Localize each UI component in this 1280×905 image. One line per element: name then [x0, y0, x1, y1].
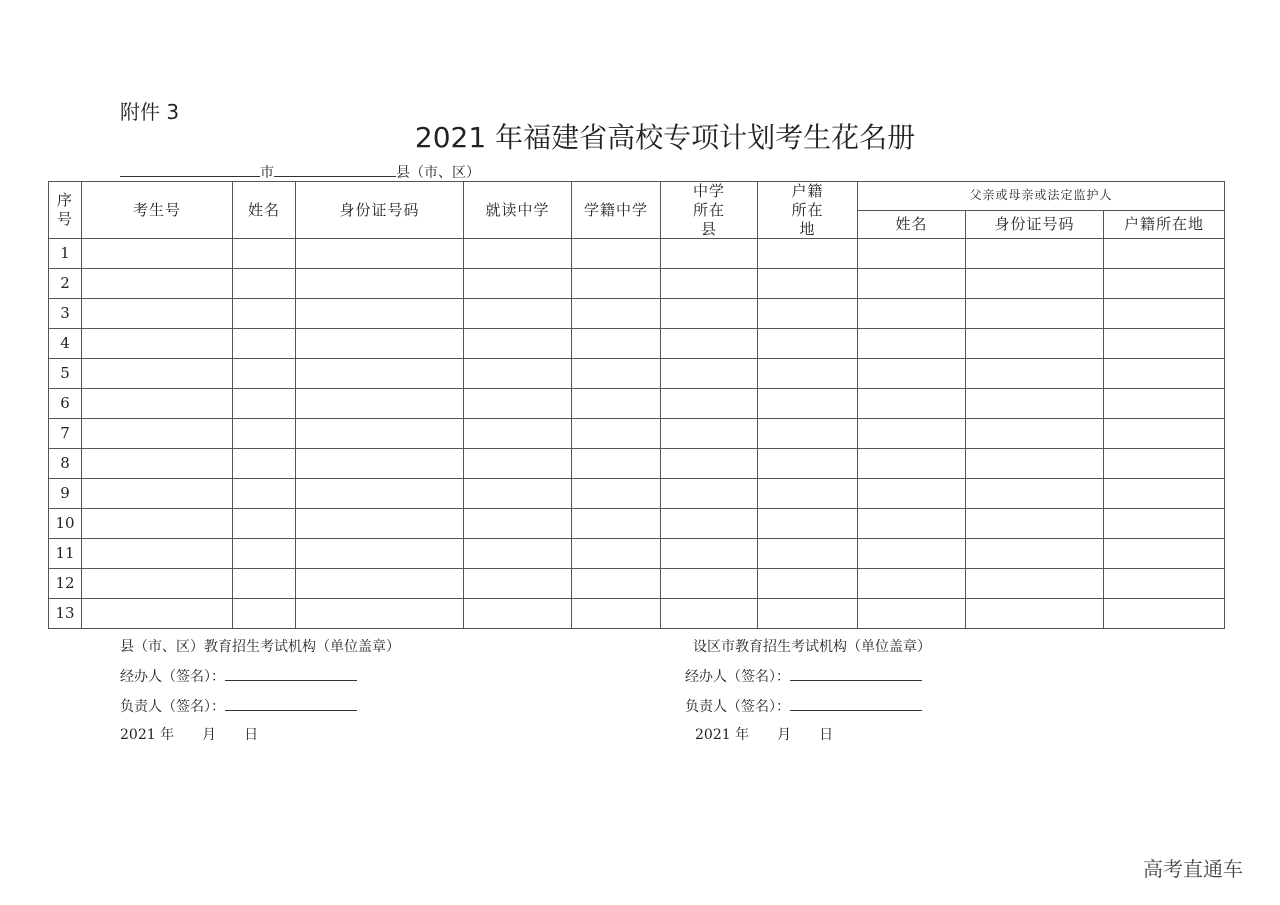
table-cell: [82, 269, 233, 299]
table-cell: [966, 269, 1104, 299]
table-cell: [233, 599, 296, 629]
table-row: [49, 329, 1225, 359]
table-cell: [296, 389, 464, 419]
table-cell: [233, 329, 296, 359]
col-guardian-hukou: 户籍所在地: [1104, 210, 1225, 239]
table-cell: [572, 359, 661, 389]
left-handler: [120, 666, 357, 686]
table-cell: [464, 449, 572, 479]
table-cell: [233, 569, 296, 599]
table-cell: [966, 449, 1104, 479]
table-cell: [82, 389, 233, 419]
left-leader-signature-line: [225, 698, 357, 711]
table-cell: [572, 239, 661, 269]
table-cell: [572, 329, 661, 359]
table-cell: [82, 599, 233, 629]
row-index: 1: [49, 239, 82, 269]
right-date: 2021 年 月 日: [695, 727, 834, 743]
table-cell: [296, 419, 464, 449]
table-cell: [82, 479, 233, 509]
row-index: 5: [49, 359, 82, 389]
table-cell: [464, 269, 572, 299]
table-row: [49, 389, 1225, 419]
left-handler-label: 经办人（签名）：: [120, 669, 225, 685]
table-cell: [296, 359, 464, 389]
region-line: [120, 162, 480, 182]
table-cell: [296, 539, 464, 569]
table-cell: [661, 599, 758, 629]
table-cell: [758, 239, 858, 269]
table-cell: [858, 509, 966, 539]
table-cell: [966, 329, 1104, 359]
roster-table: [48, 181, 1225, 629]
table-cell: [572, 569, 661, 599]
table-cell: [464, 419, 572, 449]
watermark-text: 高考直通车: [1143, 857, 1243, 881]
table-cell: [858, 389, 966, 419]
table-cell: [464, 329, 572, 359]
table-cell: [858, 569, 966, 599]
row-index: 7: [49, 419, 82, 449]
left-leader: [120, 696, 357, 716]
city-blank: [120, 162, 260, 177]
table-cell: [858, 479, 966, 509]
col-id-no: 身份证号码: [296, 182, 464, 239]
table-row: [49, 269, 1225, 299]
row-index: 9: [49, 479, 82, 509]
row-index: 10: [49, 509, 82, 539]
table-cell: [1104, 329, 1225, 359]
col-school: 就读中学: [464, 182, 572, 239]
table-row: [49, 479, 1225, 509]
table-cell: [758, 509, 858, 539]
table-cell: [233, 419, 296, 449]
row-index: 3: [49, 299, 82, 329]
table-cell: [758, 419, 858, 449]
table-cell: [464, 569, 572, 599]
table-cell: [661, 509, 758, 539]
table-cell: [758, 359, 858, 389]
row-index: 4: [49, 329, 82, 359]
col-guardian-name: 姓名: [858, 210, 966, 239]
table-cell: [464, 389, 572, 419]
table-cell: [661, 359, 758, 389]
table-cell: [966, 239, 1104, 269]
table-row: [49, 569, 1225, 599]
table-cell: [661, 479, 758, 509]
table-cell: [82, 539, 233, 569]
table-cell: [82, 509, 233, 539]
table-cell: [233, 359, 296, 389]
right-leader-label: 负责人（签名）：: [685, 699, 790, 715]
table-cell: [464, 509, 572, 539]
right-handler-signature-line: [790, 668, 922, 681]
col-school-county: 中学所在县: [661, 182, 758, 239]
row-index: 6: [49, 389, 82, 419]
table-cell: [758, 569, 858, 599]
table-row: [49, 509, 1225, 539]
table-cell: [966, 509, 1104, 539]
col-guardian-id-no: 身份证号码: [966, 210, 1104, 239]
col-reg-school: 学籍中学: [572, 182, 661, 239]
table-cell: [233, 539, 296, 569]
row-index: 8: [49, 449, 82, 479]
table-cell: [233, 479, 296, 509]
table-cell: [296, 239, 464, 269]
table-cell: [1104, 389, 1225, 419]
table-cell: [82, 419, 233, 449]
county-blank: [274, 162, 396, 177]
col-exam-no: 考生号: [82, 182, 233, 239]
table-cell: [758, 539, 858, 569]
col-hukou: 户籍所在地: [758, 182, 858, 239]
right-leader: [685, 696, 922, 716]
table-cell: [1104, 539, 1225, 569]
table-cell: [82, 569, 233, 599]
table-cell: [661, 239, 758, 269]
table-cell: [296, 599, 464, 629]
table-cell: [82, 299, 233, 329]
table-cell: [1104, 269, 1225, 299]
right-handler: [685, 666, 922, 686]
table-cell: [296, 479, 464, 509]
table-cell: [1104, 419, 1225, 449]
table-cell: [758, 269, 858, 299]
table-cell: [661, 419, 758, 449]
table-cell: [572, 539, 661, 569]
table-cell: [1104, 449, 1225, 479]
row-index: 11: [49, 539, 82, 569]
table-cell: [233, 299, 296, 329]
table-cell: [1104, 569, 1225, 599]
table-cell: [661, 269, 758, 299]
table-cell: [1104, 479, 1225, 509]
table-cell: [661, 449, 758, 479]
table-cell: [296, 449, 464, 479]
right-org: 设区市教育招生考试机构（单位盖章）: [693, 639, 931, 655]
row-index: 12: [49, 569, 82, 599]
table-cell: [661, 329, 758, 359]
table-cell: [464, 539, 572, 569]
table-cell: [233, 269, 296, 299]
row-index: 13: [49, 599, 82, 629]
left-leader-label: 负责人（签名）：: [120, 699, 225, 715]
table-cell: [1104, 239, 1225, 269]
table-cell: [296, 269, 464, 299]
table-row: [49, 359, 1225, 389]
table-row: [49, 239, 1225, 269]
table-cell: [758, 599, 858, 629]
table-cell: [1104, 509, 1225, 539]
table-cell: [572, 389, 661, 419]
table-cell: [1104, 359, 1225, 389]
table-cell: [966, 599, 1104, 629]
table-cell: [858, 269, 966, 299]
table-cell: [1104, 599, 1225, 629]
table-row: [49, 599, 1225, 629]
table-cell: [966, 539, 1104, 569]
table-cell: [233, 239, 296, 269]
table-cell: [758, 389, 858, 419]
table-row: [49, 539, 1225, 569]
table-cell: [966, 569, 1104, 599]
table-cell: [858, 449, 966, 479]
table-cell: [858, 599, 966, 629]
table-cell: [858, 419, 966, 449]
table-cell: [758, 329, 858, 359]
table-cell: [858, 359, 966, 389]
col-name: 姓名: [233, 182, 296, 239]
table-cell: [464, 239, 572, 269]
table-cell: [82, 449, 233, 479]
table-cell: [858, 329, 966, 359]
col-guardian-group: 父亲或母亲或法定监护人: [858, 182, 1225, 211]
table-cell: [858, 299, 966, 329]
table-cell: [966, 359, 1104, 389]
table-cell: [233, 389, 296, 419]
table-cell: [1104, 299, 1225, 329]
table-cell: [464, 299, 572, 329]
table-cell: [661, 389, 758, 419]
table-cell: [296, 329, 464, 359]
table-cell: [296, 299, 464, 329]
table-cell: [966, 299, 1104, 329]
table-cell: [233, 509, 296, 539]
table-cell: [758, 479, 858, 509]
table-cell: [296, 509, 464, 539]
table-cell: [758, 299, 858, 329]
attachment-label: 附件 3: [120, 100, 180, 124]
table-row: [49, 449, 1225, 479]
table-cell: [966, 479, 1104, 509]
left-handler-signature-line: [225, 668, 357, 681]
table-cell: [661, 539, 758, 569]
left-org: 县（市、区）教育招生考试机构（单位盖章）: [120, 639, 400, 655]
table-cell: [758, 449, 858, 479]
table-cell: [572, 509, 661, 539]
table-cell: [661, 299, 758, 329]
left-date: 2021 年 月 日: [120, 727, 259, 743]
table-cell: [858, 239, 966, 269]
table-cell: [233, 449, 296, 479]
table-cell: [572, 449, 661, 479]
table-cell: [82, 359, 233, 389]
table-cell: [572, 299, 661, 329]
region-city-label: 市: [260, 165, 274, 181]
table-row: [49, 299, 1225, 329]
table-cell: [82, 239, 233, 269]
table-cell: [464, 359, 572, 389]
right-leader-signature-line: [790, 698, 922, 711]
table-cell: [572, 599, 661, 629]
table-cell: [464, 479, 572, 509]
col-seq: 序号: [49, 182, 82, 239]
table-cell: [966, 419, 1104, 449]
table-cell: [82, 329, 233, 359]
table-cell: [296, 569, 464, 599]
row-index: 2: [49, 269, 82, 299]
region-county-label: 县（市、区）: [396, 165, 480, 181]
page-title: 2021 年福建省高校专项计划考生花名册: [414, 121, 916, 154]
table-row: [49, 419, 1225, 449]
table-cell: [464, 599, 572, 629]
table-cell: [966, 389, 1104, 419]
right-handler-label: 经办人（签名）：: [685, 669, 790, 685]
table-cell: [572, 269, 661, 299]
table-cell: [661, 569, 758, 599]
table-cell: [572, 419, 661, 449]
table-cell: [858, 539, 966, 569]
table-cell: [572, 479, 661, 509]
